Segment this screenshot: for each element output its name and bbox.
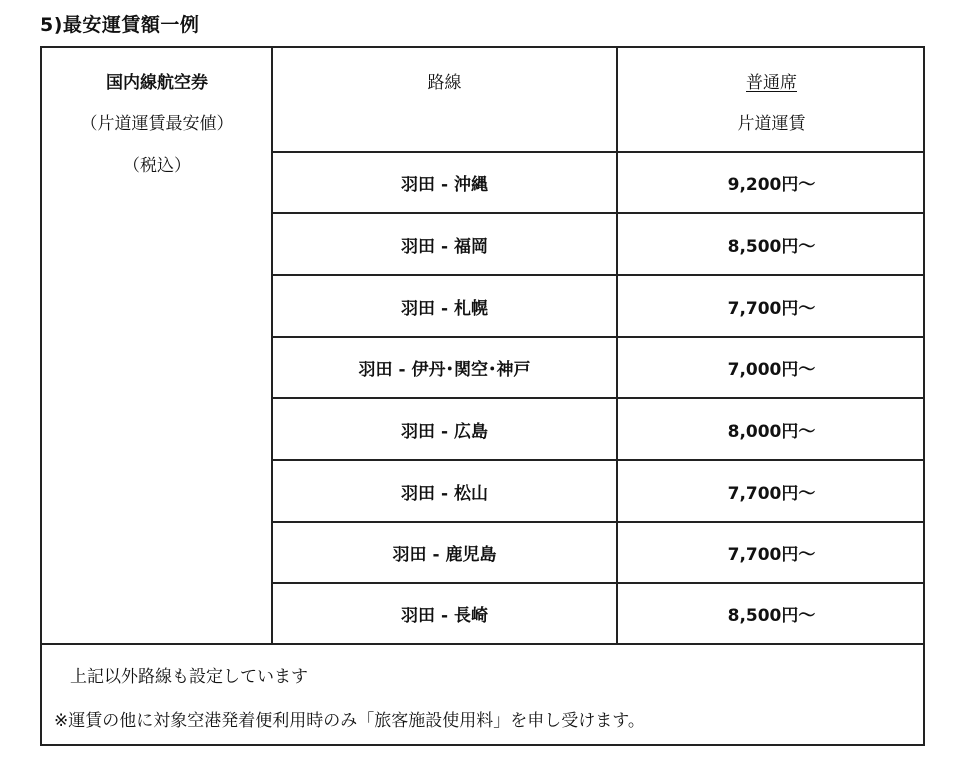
seat-class-header: 普通席: [746, 73, 797, 93]
facility-fee-note: ※運賃の他に対象空港発着便利用時のみ「旅客施設使用料」を申し受けます。: [54, 711, 645, 731]
route-cell: 羽田 - 長崎: [401, 606, 488, 626]
fare-cell: 9,200円～: [727, 175, 816, 195]
fare-cell: 7,700円～: [727, 298, 816, 319]
tax-included-label: （税込）: [123, 156, 191, 176]
route-cell: 羽田 - 札幌: [401, 298, 488, 319]
fare-cell: 8,000円～: [727, 421, 816, 442]
route-cell: 羽田 - 福岡: [401, 236, 488, 257]
fare-cell: 7,700円～: [727, 483, 816, 504]
route-cell: 羽田 - 沖縄: [401, 175, 488, 195]
fare-cell: 8,500円～: [727, 236, 816, 257]
route-cell: 羽田 - 広島: [401, 421, 488, 442]
section-heading: 5)最安運賃額一例: [40, 14, 200, 36]
route-column-header: 路線: [427, 73, 462, 93]
fare-type-header: 片道運賃: [737, 114, 806, 134]
other-routes-note: 上記以外路線も設定しています: [70, 667, 308, 687]
ticket-type-subtitle: （片道運賃最安値）: [80, 114, 234, 134]
ticket-type-title: 国内線航空券: [106, 73, 208, 93]
fare-cell: 8,500円～: [727, 606, 816, 626]
route-cell: 羽田 - 伊丹･関空･神戸: [358, 360, 531, 380]
route-cell: 羽田 - 鹿児島: [392, 545, 497, 565]
route-cell: 羽田 - 松山: [401, 483, 488, 504]
fare-cell: 7,700円～: [727, 545, 816, 565]
fare-cell: 7,000円～: [727, 360, 816, 380]
fare-table: [40, 46, 925, 746]
notes-divider: [42, 643, 925, 645]
